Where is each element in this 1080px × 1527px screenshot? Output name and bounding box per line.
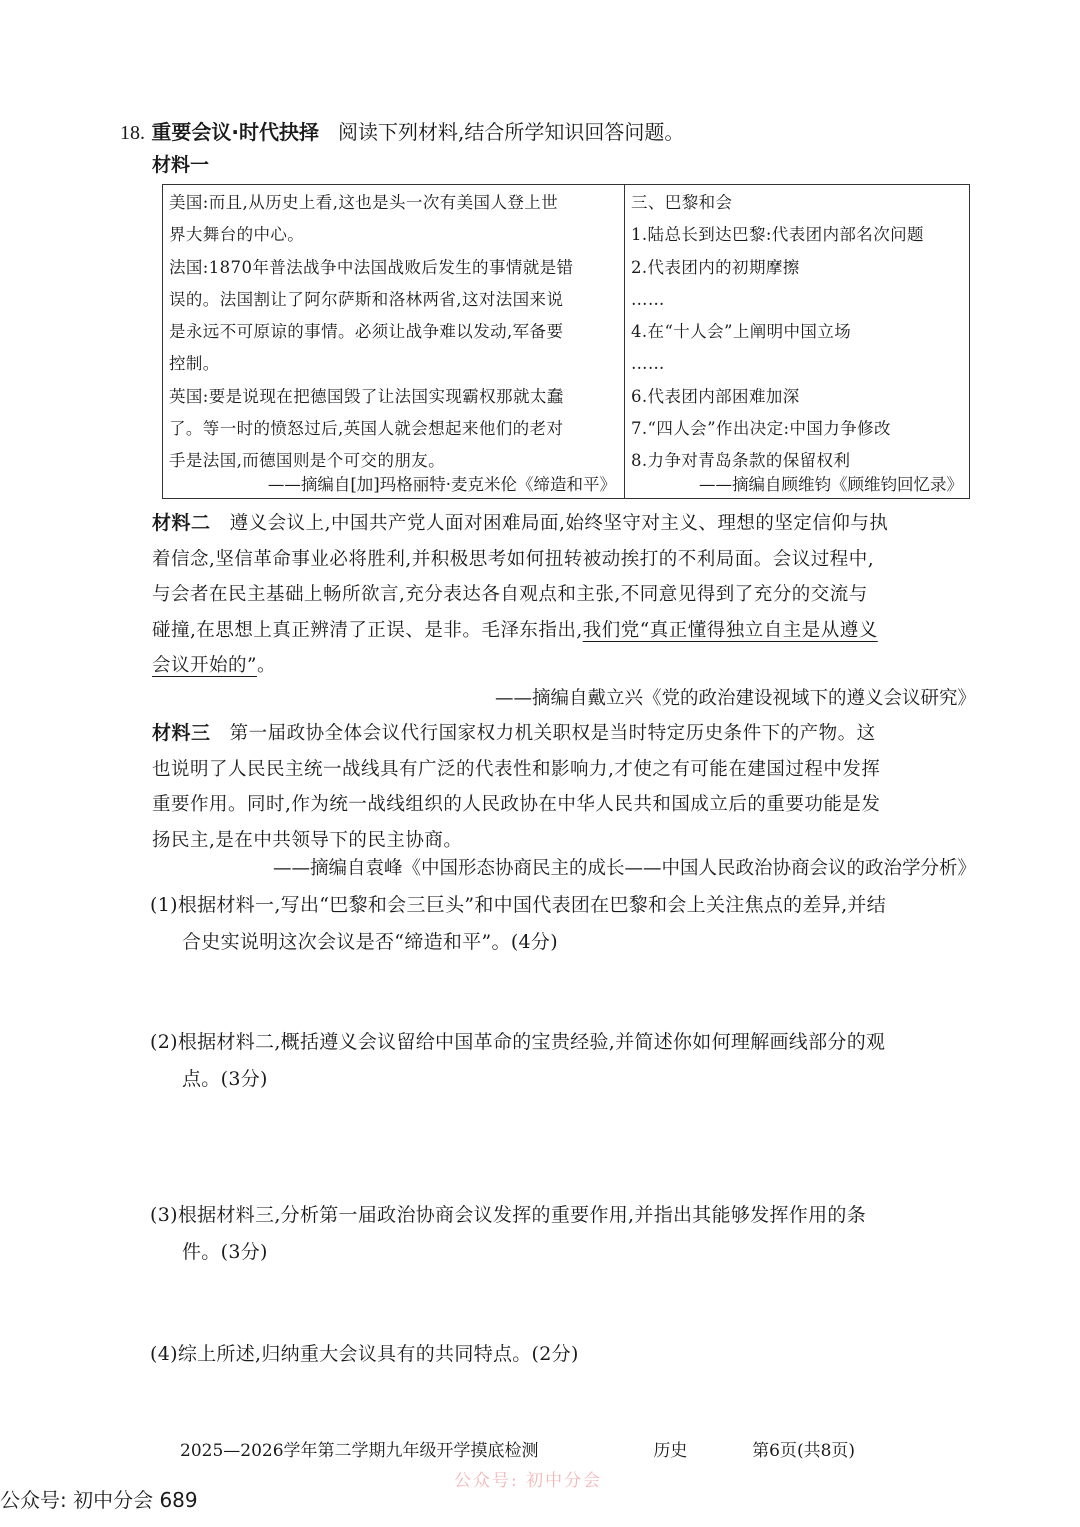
sub-question-text: (4)综上所述,归纳重大会议具有的共同特点。(2分) bbox=[150, 1343, 579, 1365]
material1-right-cell bbox=[625, 185, 969, 498]
material1-right-line: 7.“四人会”作出决定:中国力争修改 bbox=[631, 419, 891, 439]
material1-left-cell bbox=[163, 185, 625, 498]
footer-exam-title: 2025—2026学年第二学期九年级开学摸底检测 bbox=[180, 1441, 539, 1461]
material1-label: 材料一 bbox=[152, 154, 210, 176]
material2-underlined-quote: 会议开始的” bbox=[152, 655, 257, 676]
material2-source: ——摘编自戴立兴《党的政治建设视域下的遵义会议研究》 bbox=[494, 688, 976, 709]
material3-paragraph bbox=[152, 716, 978, 858]
sub-question-3 bbox=[150, 1200, 866, 1264]
sub-question-text: (2)根据材料二,概括遵义会议留给中国革命的宝贵经验,并简述你如何理解画线部分的观 bbox=[150, 1031, 886, 1053]
material1-left-line: 手是法国,而德国则是个可交的朋友。 bbox=[169, 451, 446, 471]
material1-right-line: 4.在“十人会”上阐明中国立场 bbox=[631, 322, 852, 342]
sub-question-text: (3)根据材料三,分析第一届政治协商会议发挥的重要作用,并指出其能够发挥作用的条 bbox=[150, 1204, 866, 1226]
material2-label: 材料二 bbox=[152, 512, 211, 534]
page-footer bbox=[180, 1436, 855, 1461]
material2-text: 与会者在民主基础上畅所欲言,充分表达各自观点和主张,不同意见得到了充分的交流与 bbox=[152, 584, 868, 605]
question-header bbox=[120, 116, 684, 145]
material1-left-line: 控制。 bbox=[169, 354, 220, 374]
material1-left-line: 美国:而且,从历史上看,这也是头一次有美国人登上世 bbox=[169, 193, 559, 212]
sub-question-4 bbox=[150, 1339, 579, 1366]
material1-right-line: 8.力争对青岛条款的保留权利 bbox=[631, 451, 851, 471]
material1-table bbox=[162, 184, 970, 499]
question-topic: 重要会议·时代抉择 bbox=[151, 120, 319, 144]
material1-right-source: ——摘编自顾维钧《顾维钧回忆录》 bbox=[699, 475, 963, 494]
material2-text: 。 bbox=[256, 655, 276, 676]
material3-text: 也说明了人民民主统一战线具有广泛的代表性和影响力,才使之有可能在建国过程中发挥 bbox=[152, 758, 881, 780]
sub-question-1 bbox=[150, 890, 886, 954]
material1-left-line: 了。等一时的愤怒过后,英国人就会想起来他们的老对 bbox=[169, 419, 564, 439]
material1-right-line: 1.陆总长到达巴黎:代表团内部名次问题 bbox=[631, 225, 924, 245]
sub-question-text: 合史实说明这次会议是否“缔造和平”。(4分) bbox=[182, 931, 558, 953]
material2-text: 着信念,坚信革命事业必将胜利,并积极思考如何扭转被动挨打的不利局面。会议过程中, bbox=[152, 548, 875, 570]
sub-question-text: (1)根据材料一,写出“巴黎和会三巨头”和中国代表团在巴黎和会上关注焦点的差异,并结 bbox=[150, 894, 887, 916]
material3-text: 重要作用。同时,作为统一战线组织的人民政协在中华人民共和国成立后的重要功能是发 bbox=[152, 794, 881, 815]
material3-source: ——摘编自袁峰《中国形态协商民主的成长——中国人民政治协商会议的政治学分析》 bbox=[272, 858, 976, 879]
footer-subject: 历史 bbox=[653, 1441, 688, 1461]
material3-text: 扬民主,是在中共领导下的民主协商。 bbox=[152, 829, 463, 851]
material1-right-line: 三、巴黎和会 bbox=[631, 193, 733, 212]
footer-page-number: 第6页(共8页) bbox=[752, 1441, 856, 1461]
material1-left-line: 是永远不可原谅的事情。必须让战争难以发动,军备要 bbox=[169, 322, 564, 342]
question-number: 18. bbox=[120, 122, 145, 144]
sub-question-text: 点。(3分) bbox=[182, 1068, 268, 1090]
material1-left-line: 法国:1870年普法战争中法国战败后发生的事情就是错 bbox=[169, 257, 574, 277]
material1-right-line: 2.代表团内的初期摩擦 bbox=[631, 257, 800, 277]
material3-label: 材料三 bbox=[152, 722, 211, 744]
material2-underlined-quote: 我们党“真正懂得独立自主是从遵义 bbox=[582, 619, 878, 641]
material1-left-line: 界大舞台的中心。 bbox=[169, 225, 305, 245]
center-watermark: 公众号: 初中分会 bbox=[454, 1471, 603, 1491]
material2-text: 遵义会议上,中国共产党人面对困难局面,始终坚守对主义、理想的坚定信仰与执 bbox=[229, 513, 889, 534]
material2-paragraph bbox=[152, 506, 978, 684]
material1-left-line: 误的。法国割让了阿尔萨斯和洛林两省,这对法国来说 bbox=[169, 289, 564, 309]
material1-right-line: …… bbox=[631, 354, 665, 374]
question-instruction: 阅读下列材料,结合所学知识回答问题。 bbox=[338, 120, 685, 144]
material2-text: 碰撞,在思想上真正辨清了正误、是非。毛泽东指出, bbox=[152, 619, 583, 641]
material3-text: 第一届政协全体会议代行国家权力机关职权是当时特定历史条件下的产物。这 bbox=[229, 723, 876, 744]
corner-watermark: 公众号: 初中分会 689 bbox=[0, 1488, 198, 1512]
material1-left-line: 英国:要是说现在把德国毁了让法国实现霸权那就太蠢 bbox=[169, 386, 564, 406]
sub-question-text: 件。(3分) bbox=[182, 1241, 268, 1263]
sub-question-2 bbox=[150, 1027, 885, 1091]
material1-right-line: …… bbox=[631, 289, 665, 309]
material1-left-source: ——摘编自[加]玛格丽特·麦克米伦《缔造和平》 bbox=[267, 475, 616, 494]
material1-right-line: 6.代表团内部困难加深 bbox=[631, 386, 800, 406]
